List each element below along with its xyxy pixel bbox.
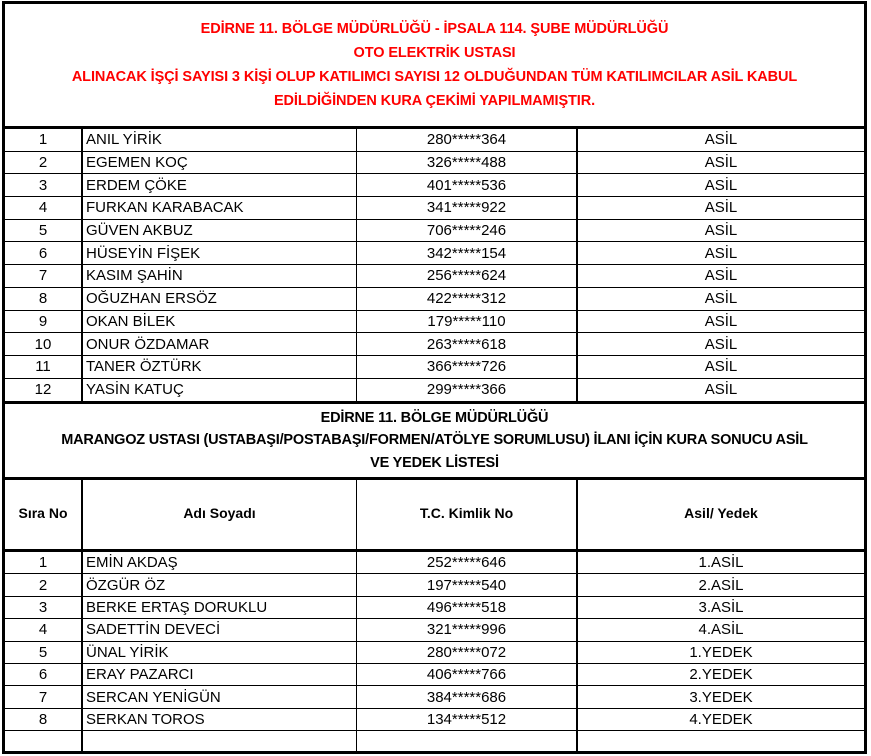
name-cell: YASİN KATUÇ <box>83 379 357 402</box>
tc-kimlik-cell: 706*****246 <box>357 220 578 242</box>
status-cell: ASİL <box>704 290 738 308</box>
status-cell: ASİL <box>704 222 738 240</box>
table-row <box>5 311 864 334</box>
title-line: EDİLDİĞİNDEN KURA ÇEKİMİ YAPILMAMIŞTIR. <box>273 93 596 109</box>
name-cell: HÜSEYİN FİŞEK <box>83 242 357 264</box>
sira-no-cell: 4 <box>5 619 83 640</box>
sira-no-cell: 12 <box>5 379 83 402</box>
oto-elektrik-title-block <box>5 4 864 129</box>
tc-kimlik-cell: 496*****518 <box>357 597 578 618</box>
tc-kimlik-cell: 342*****154 <box>357 242 578 264</box>
header-tc-kimlik-no: T.C. Kimlik No <box>357 477 578 549</box>
sira-no-cell: 6 <box>5 664 83 685</box>
status-cell: 1.YEDEK <box>689 643 753 661</box>
tc-kimlik-cell: 252*****646 <box>357 552 578 573</box>
tc-kimlik-cell <box>357 731 578 753</box>
status-cell: 3.YEDEK <box>689 688 753 706</box>
status-cell: ASİL <box>704 358 738 376</box>
title-line: EDİRNE 11. BÖLGE MÜDÜRLÜĞÜ - İPSALA 114. ŞUBE MÜDÜRLÜĞÜ <box>200 21 669 37</box>
status-cell: ASİL <box>704 267 738 285</box>
title-line: VE YEDEK LİSTESİ <box>370 454 499 471</box>
results-sheet <box>2 1 867 754</box>
name-cell: BERKE ERTAŞ DORUKLU <box>83 597 357 618</box>
tc-kimlik-cell: 179*****110 <box>357 311 578 333</box>
sira-no-cell: 7 <box>5 265 83 287</box>
name-cell: OĞUZHAN ERSÖZ <box>83 288 357 310</box>
status-cell: ASİL <box>704 176 738 194</box>
table-row <box>5 709 864 731</box>
sira-no-cell: 6 <box>5 242 83 264</box>
status-cell: ASİL <box>704 199 738 217</box>
title-line: EDİRNE 11. BÖLGE MÜDÜRLÜĞÜ <box>320 409 549 426</box>
table-row <box>5 152 864 175</box>
tc-kimlik-cell: 341*****922 <box>357 197 578 219</box>
status-cell: ASİL <box>704 244 738 262</box>
name-cell: ERDEM ÇÖKE <box>83 174 357 196</box>
table-row <box>5 174 864 197</box>
oto-elektrik-table <box>5 129 864 401</box>
sira-no-cell: 1 <box>5 129 83 151</box>
sira-no-cell: 2 <box>5 574 83 595</box>
sira-no-cell: 8 <box>5 288 83 310</box>
tc-kimlik-cell: 197*****540 <box>357 574 578 595</box>
table-row <box>5 731 864 753</box>
sira-no-cell: 10 <box>5 333 83 355</box>
table-row <box>5 333 864 356</box>
status-cell <box>578 731 864 753</box>
marangoz-table-header <box>5 477 864 552</box>
status-cell: ASİL <box>704 381 738 399</box>
marangoz-table <box>5 552 864 754</box>
name-cell: GÜVEN AKBUZ <box>83 220 357 242</box>
header-sira-no: Sıra No <box>5 477 83 549</box>
status-cell: ASİL <box>704 312 738 330</box>
title-line: MARANGOZ USTASI (USTABAŞI/POSTABAŞI/FORMEN/ATÖLYE SORUMLUSU) İLANI İÇİN KURA SONUCU ASİL <box>61 432 808 449</box>
sira-no-cell: 4 <box>5 197 83 219</box>
tc-kimlik-cell: 326*****488 <box>357 152 578 174</box>
table-row <box>5 356 864 379</box>
status-cell: 2.YEDEK <box>689 666 753 684</box>
tc-kimlik-cell: 263*****618 <box>357 333 578 355</box>
tc-kimlik-cell: 134*****512 <box>357 709 578 730</box>
status-cell: 4.ASİL <box>698 621 744 639</box>
name-cell: SERKAN TOROS <box>83 709 357 730</box>
sira-no-cell: 1 <box>5 552 83 573</box>
sira-no-cell: 7 <box>5 686 83 707</box>
name-cell: EGEMEN KOÇ <box>83 152 357 174</box>
name-cell: EMİN AKDAŞ <box>83 552 357 573</box>
tc-kimlik-cell: 256*****624 <box>357 265 578 287</box>
tc-kimlik-cell: 366*****726 <box>357 356 578 378</box>
table-row <box>5 686 864 708</box>
sira-no-cell: 3 <box>5 597 83 618</box>
tc-kimlik-cell: 321*****996 <box>357 619 578 640</box>
status-cell: ASİL <box>704 154 738 172</box>
sira-no-cell: 9 <box>5 311 83 333</box>
sira-no-cell: 2 <box>5 152 83 174</box>
table-row <box>5 597 864 619</box>
title-line: OTO ELEKTRİK USTASI <box>353 45 516 61</box>
status-cell: ASİL <box>704 335 738 353</box>
name-cell: ERAY PAZARCI <box>83 664 357 685</box>
table-row <box>5 574 864 596</box>
table-row <box>5 129 864 152</box>
table-row <box>5 379 864 402</box>
sira-no-cell: 5 <box>5 642 83 663</box>
header-adi-soyadi: Adı Soyadı <box>83 477 357 549</box>
table-row <box>5 265 864 288</box>
status-cell: 1.ASİL <box>698 554 744 572</box>
tc-kimlik-cell: 280*****364 <box>357 129 578 151</box>
name-cell: ÖZGÜR ÖZ <box>83 574 357 595</box>
title-line: ALINACAK İŞÇİ SAYISI 3 KİŞİ OLUP KATILIMCI SAYISI 12 OLDUĞUNDAN TÜM KATILIMCILAR ASİL KABUL <box>71 69 798 85</box>
tc-kimlik-cell: 280*****072 <box>357 642 578 663</box>
name-cell: SADETTİN DEVECİ <box>83 619 357 640</box>
tc-kimlik-cell: 401*****536 <box>357 174 578 196</box>
sira-no-cell: 8 <box>5 709 83 730</box>
tc-kimlik-cell: 384*****686 <box>357 686 578 707</box>
tc-kimlik-cell: 406*****766 <box>357 664 578 685</box>
table-row <box>5 197 864 220</box>
table-row <box>5 288 864 311</box>
status-cell: ASİL <box>704 131 738 149</box>
sira-no-cell: 11 <box>5 356 83 378</box>
status-cell: 4.YEDEK <box>689 710 753 728</box>
name-cell: FURKAN KARABACAK <box>83 197 357 219</box>
name-cell: TANER ÖZTÜRK <box>83 356 357 378</box>
table-row <box>5 242 864 265</box>
table-row <box>5 642 864 664</box>
table-row <box>5 664 864 686</box>
status-cell: 3.ASİL <box>698 598 744 616</box>
table-row <box>5 220 864 243</box>
sira-no-cell <box>5 731 83 753</box>
sira-no-cell: 3 <box>5 174 83 196</box>
sira-no-cell: 5 <box>5 220 83 242</box>
header-asil-yedek: Asil/ Yedek <box>684 505 758 521</box>
name-cell: ANIL YİRİK <box>83 129 357 151</box>
name-cell: ONUR ÖZDAMAR <box>83 333 357 355</box>
tc-kimlik-cell: 422*****312 <box>357 288 578 310</box>
table-row <box>5 552 864 574</box>
marangoz-title-block <box>5 401 864 480</box>
name-cell: OKAN BİLEK <box>83 311 357 333</box>
name-cell: SERCAN YENİGÜN <box>83 686 357 707</box>
name-cell: KASIM ŞAHİN <box>83 265 357 287</box>
name-cell <box>83 731 357 753</box>
tc-kimlik-cell: 299*****366 <box>357 379 578 402</box>
table-row <box>5 619 864 641</box>
name-cell: ÜNAL YİRİK <box>83 642 357 663</box>
status-cell: 2.ASİL <box>698 576 744 594</box>
